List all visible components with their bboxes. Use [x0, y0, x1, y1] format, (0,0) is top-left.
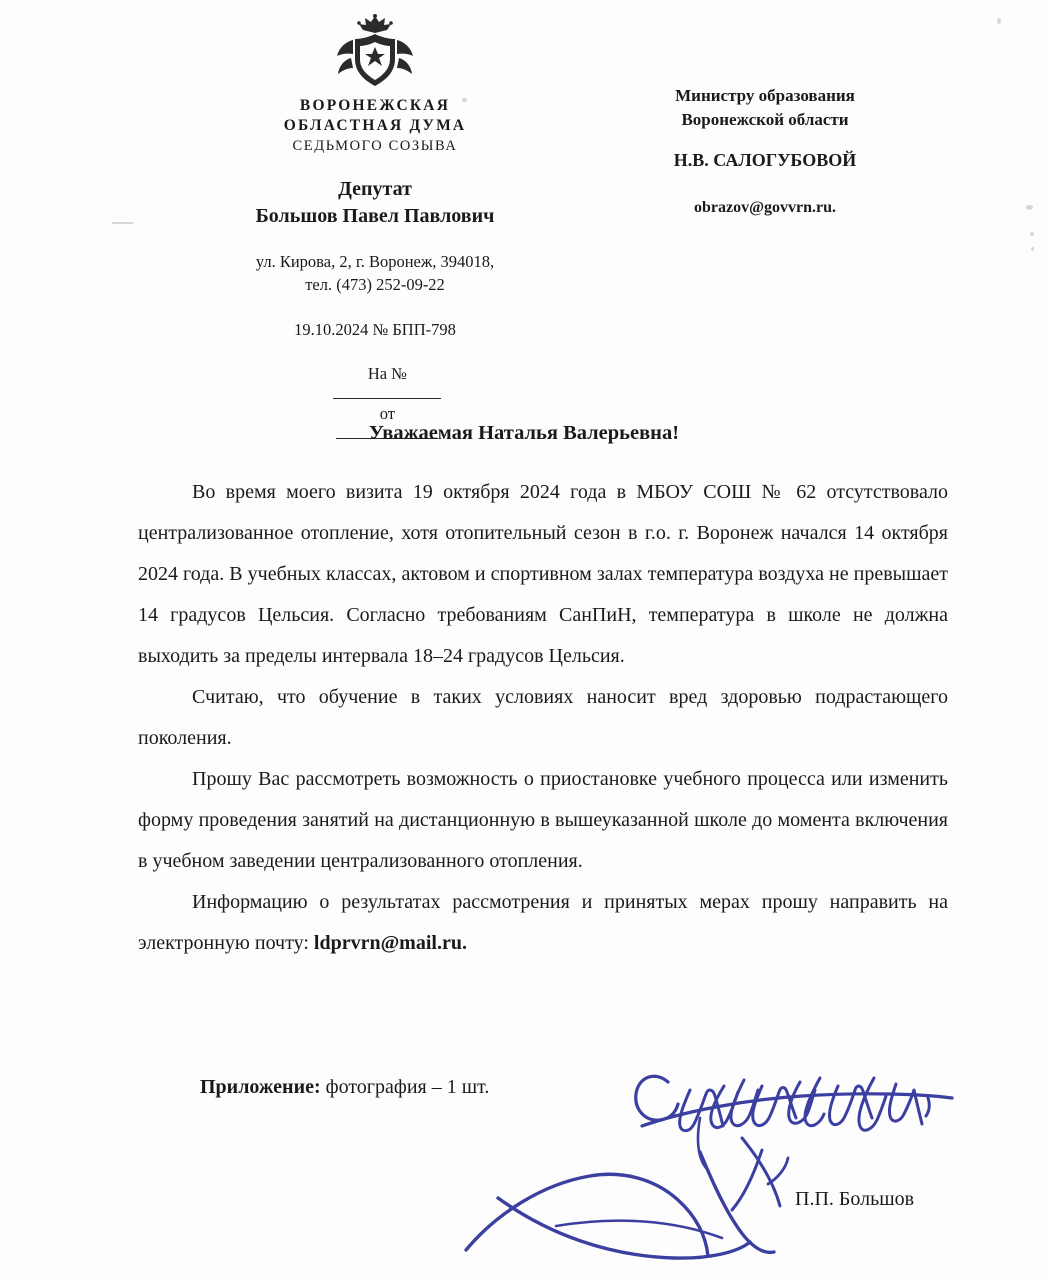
paragraph-4-text: Информацию о результатах рассмотрения и принятых мерах прошу направить на электронную почту:	[138, 891, 948, 954]
attachment-label: Приложение:	[200, 1076, 321, 1098]
letter-body	[138, 472, 948, 964]
scan-speck	[1030, 232, 1034, 236]
addressee-line-1: Министру образования	[675, 86, 855, 105]
deputy-name: Большов Павел Павлович	[255, 205, 495, 227]
organization-line-2: ОБЛАСТНАЯ ДУМА	[283, 117, 467, 134]
letterhead	[195, 14, 555, 464]
paragraph-4	[138, 882, 948, 964]
paragraph-1: Во время моего визита 19 октября 2024 года в МБОУ СОШ № 62 отсутствовало централизованное отопление, хотя отопительный сезон в г.о. г. Воронеж начался 14 октября 2024 года. В учебных классах, актовом и спортивном залах температура воздуха не превышает 14 градусов Цельсия. Согласно требованиям СанПиН, температура в школе не должна выходить за пределы интервала 18–24 градусов Цельсия.	[138, 481, 948, 667]
reply-reference-line	[195, 344, 555, 464]
attachment-value: фотография – 1 шт.	[325, 1076, 490, 1098]
attachment-line	[200, 1076, 489, 1099]
addressee-name: Н.В. САЛОГУБОВОЙ	[673, 150, 857, 170]
paragraph-2: Считаю, что обучение в таких условиях наносит вред здоровью подрастающего поколения.	[138, 686, 948, 749]
organization-line-3: СЕДЬМОГО СОЗЫВА	[292, 138, 458, 154]
addressee-email: obrazov@govvrn.ru.	[694, 199, 836, 216]
reply-middle: от	[379, 404, 395, 423]
signer-name: П.П. Большов	[795, 1188, 915, 1210]
scan-speck	[1026, 205, 1033, 210]
deputy-role: Депутат	[338, 178, 412, 200]
reply-prefix: На №	[367, 364, 407, 383]
scan-speck	[1031, 247, 1034, 251]
scan-speck	[112, 222, 134, 224]
organization-line-1: ВОРОНЕЖСКАЯ	[299, 97, 451, 114]
reply-number-blank	[333, 385, 441, 399]
address-line-1: ул. Кирова, 2, г. Воронеж, 394018,	[255, 252, 495, 271]
address-line-2: тел. (473) 252-09-22	[305, 275, 445, 294]
addressee-block	[600, 84, 930, 217]
contact-email: ldprvrn@mail.ru.	[313, 932, 467, 954]
coat-of-arms-icon	[329, 14, 421, 90]
document-number: 19.10.2024 № БПП-798	[294, 320, 456, 339]
salutation: Уважаемая Наталья Валерьевна!	[368, 422, 680, 444]
addressee-line-2: Воронежской области	[681, 110, 849, 129]
scan-speck	[997, 18, 1001, 24]
paragraph-3: Прошу Вас рассмотреть возможность о приостановке учебного процесса или изменить форму проведения занятий на дистанционную в вышеуказанной школе до момента включения в учебном заведении централизованного отопления.	[138, 768, 948, 872]
